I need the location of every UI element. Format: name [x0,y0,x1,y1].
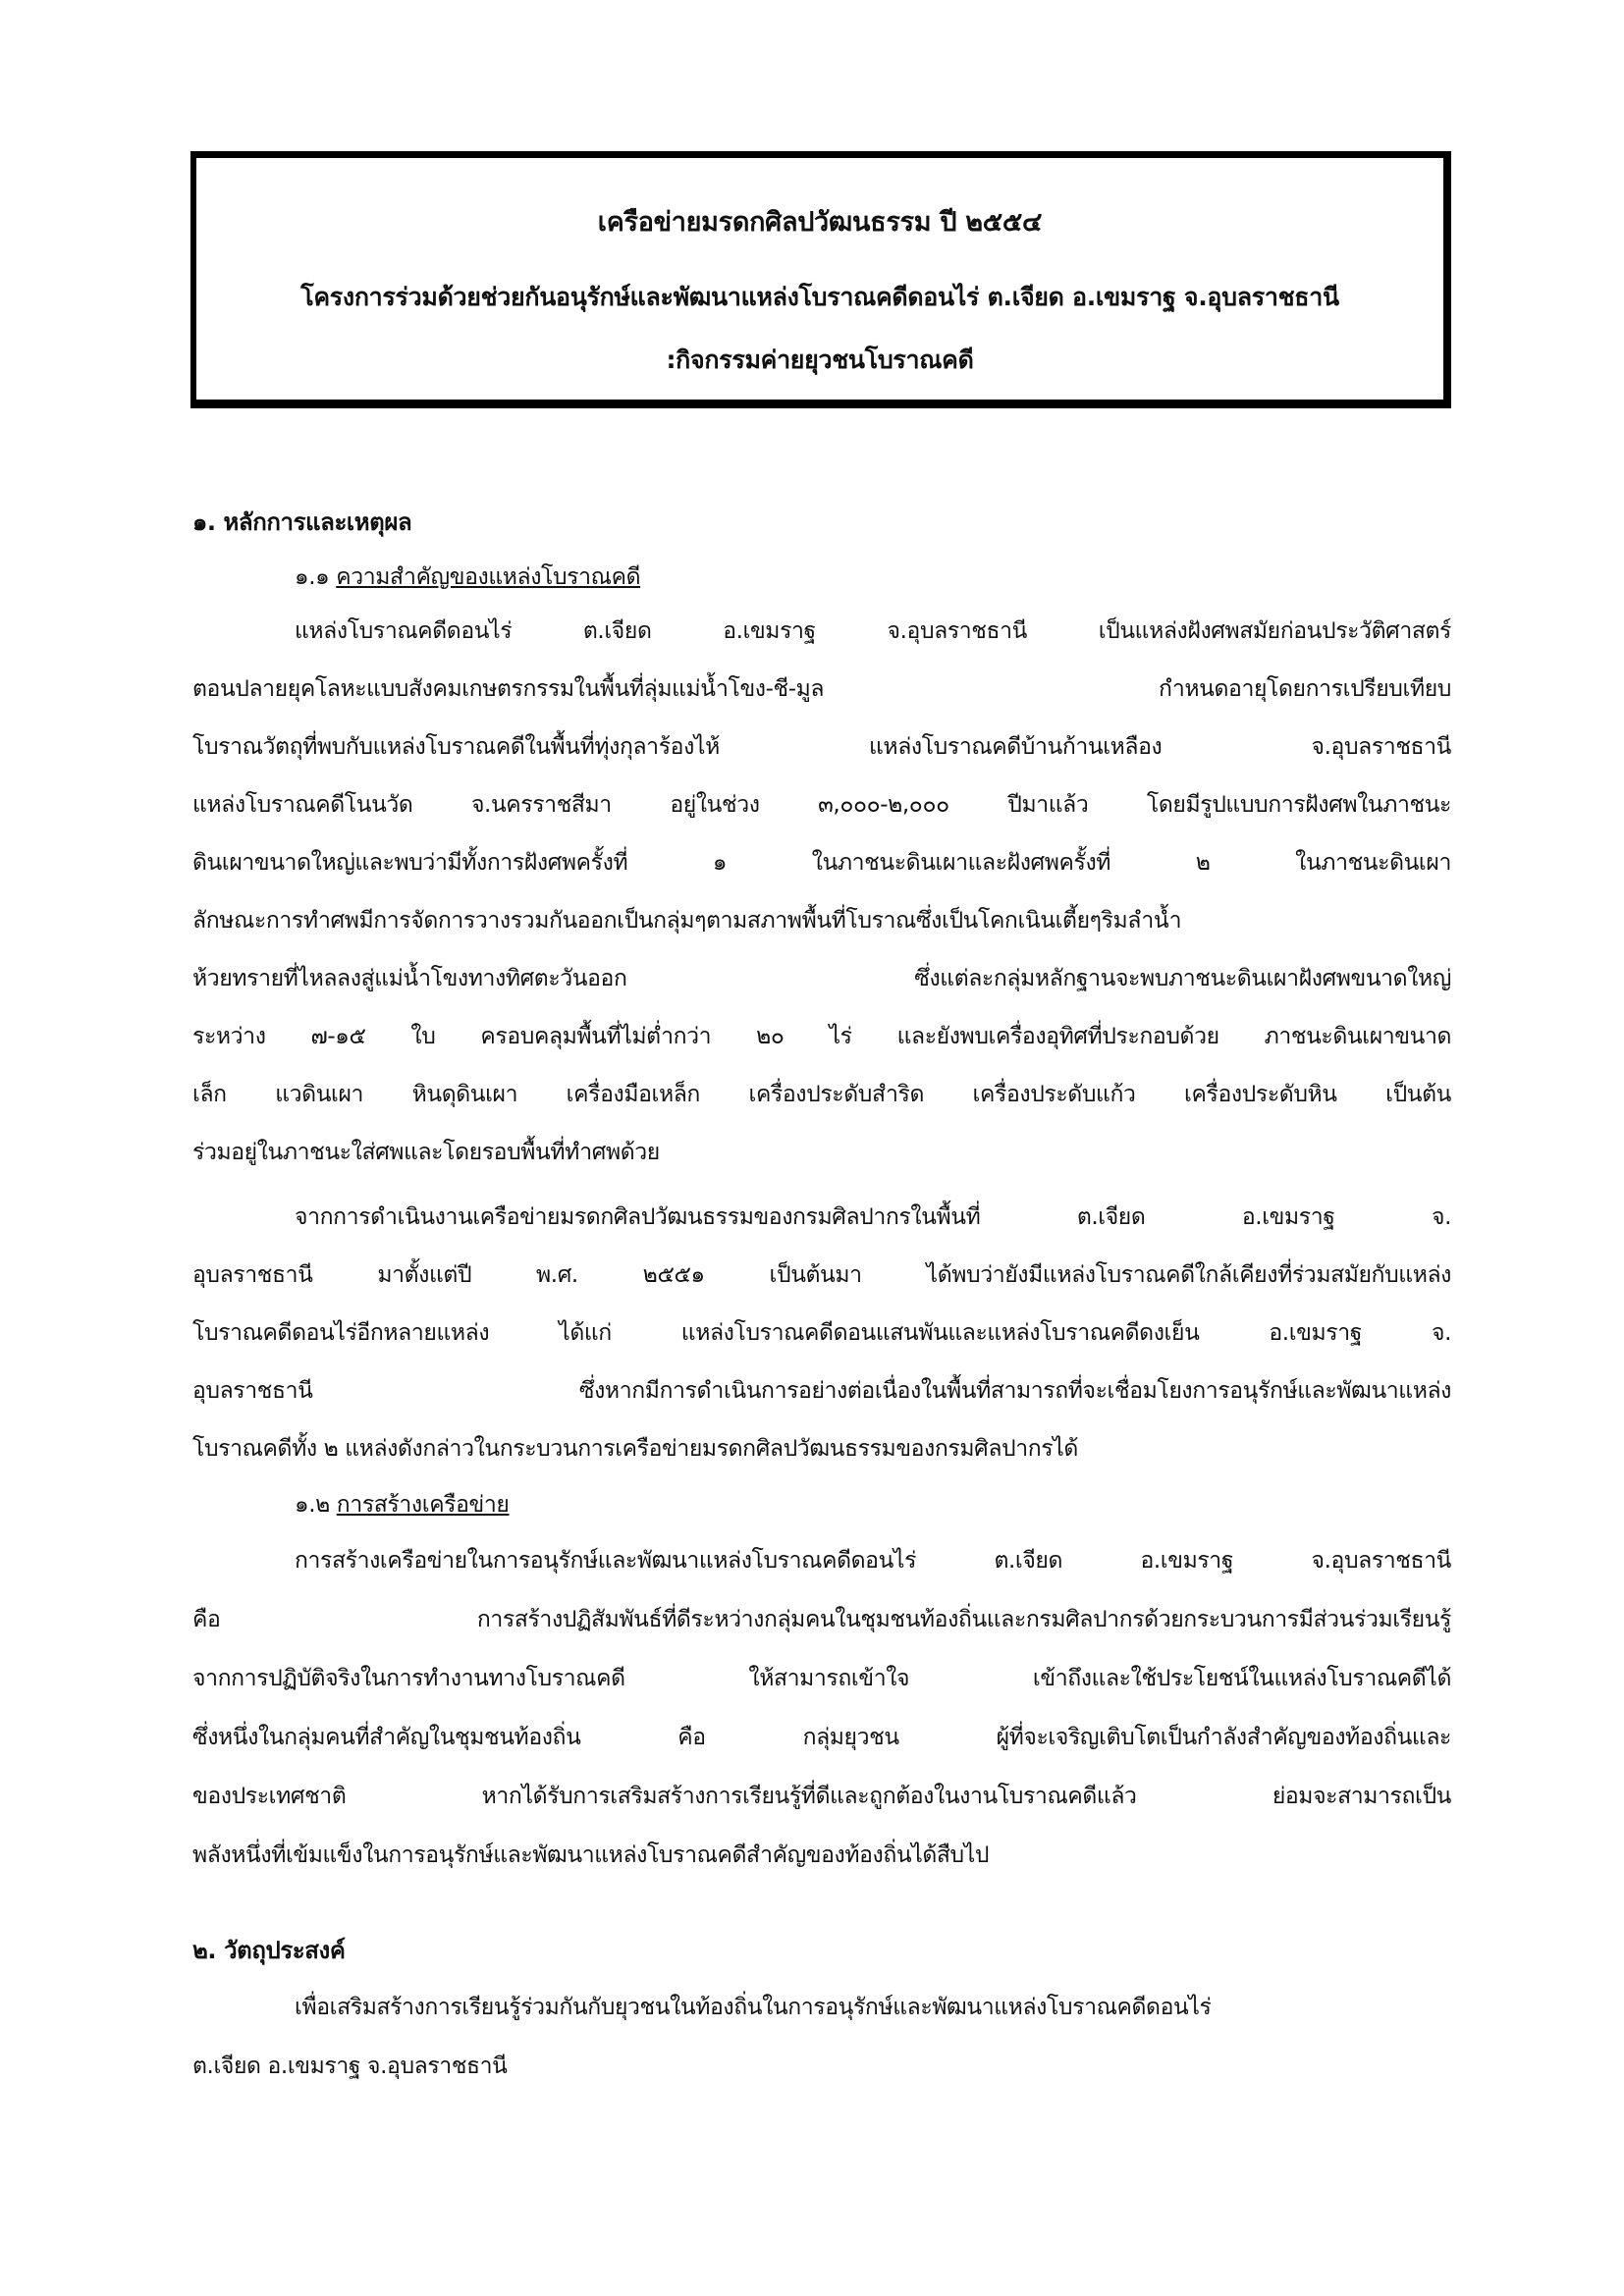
activity-name: :กิจกรรมค่ายยุวชนโบราณคดี [666,346,974,374]
paragraph-line: อุบลราชธานี ซึ่งหากมีการดำเนินการอย่างต่อเนื่องในพื้นที่สามารถที่จะเชื่อมโยงการอนุรักษ์และพัฒนาแหล่ง [192,1378,1451,1404]
paragraph-line: จากการดำเนินงานเครือข่ายมรดกศิลปวัฒนธรรมของกรมศิลปากรในพื้นที่ ต.เจียด อ.เขมราฐ จ. [295,1204,1451,1230]
paragraph-line: ลักษณะการทำศพมีการจัดการวางรวมกันออกเป็นกลุ่มๆตามสภาพพื้นที่โบราณซึ่งเป็นโคกเนินเตี้ยๆริมลำน้ำ [192,908,1182,934]
paragraph-line: ร่วมอยู่ในภาชนะใส่ศพและโดยรอบพื้นที่ทำศพด้วย [192,1140,660,1165]
paragraph-line: แหล่งโบราณคดีดอนไร่ ต.เจียด อ.เขมราฐ จ.อุบลราชธานี เป็นแหล่งฝังศพสมัยก่อนประวัติศาสตร์ [295,618,1451,644]
subsection-1-2-heading [295,1490,1553,1520]
project-name: โครงการร่วมด้วยช่วยกันอนุรักษ์และพัฒนาแหล่งโบราณคดีดอนไร่ ต.เจียด อ.เขมราฐ จ.อุบลราชธานี [300,283,1339,311]
paragraph-line: ของประเทศชาติ หากได้รับการเสริมสร้างการเรียนรู้ที่ดีและถูกต้องในงานโบราณคดีแล้ว ย่อมจะสามารถเป็น [192,1784,1451,1809]
paragraph-line: เพื่อเสริมสร้างการเรียนรู้ร่วมกันกับยุวชนในท้องถิ่นในการอนุรักษ์และพัฒนาแหล่งโบราณคดีดอนไร่ [295,1995,1212,2020]
paragraph-line: จากการปฏิบัติจริงในการทำงานทางโบราณคดี ให้สามารถเข้าใจ เข้าถึงและใช้ประโยชน์ในแหล่งโบราณคดีได้ [192,1666,1451,1691]
subsection-1-1-title: ความสำคัญของแหล่งโบราณคดี [336,564,641,590]
paragraph-line: โบราณวัตถุที่พบกับแหล่งโบราณคดีในพื้นที่ทุ่งกุลาร้องไห้ แหล่งโบราณคดีบ้านก้านเหลือง จ.อุบลราชธานี [192,734,1451,760]
paragraph-line: ต.เจียด อ.เขมราฐ จ.อุบลราชธานี [192,2054,508,2079]
title-box [190,151,1451,408]
paragraph-line: ตอนปลายยุคโลหะแบบสังคมเกษตรกรรมในพื้นที่ลุ่มแม่น้ำโขง-ชี-มูล กำหนดอายุโดยการเปรียบเทียบ [192,676,1451,702]
paragraph-line: แหล่งโบราณคดีโนนวัด จ.นครราชสีมา อยู่ในช่วง ๓,๐๐๐-๒,๐๐๐ ปีมาแล้ว โดยมีรูปแบบการฝังศพในภาชนะ [192,792,1451,818]
paragraph-line: พลังหนึ่งที่เข้มแข็งในการอนุรักษ์และพัฒนาแหล่งโบราณคดีสำคัญของท้องถิ่นได้สืบไป [192,1842,990,1868]
subsection-1-2-title: การสร้างเครือข่าย [336,1492,510,1518]
paragraph-line: โบราณคดีดอนไร่อีกหลายแหล่ง ได้แก่ แหล่งโบราณคดีดอนแสนพันและแหล่งโบราณคดีดงเย็น อ.เขมราฐ จ. [192,1320,1451,1346]
paragraph-line: การสร้างเครือข่ายในการอนุรักษ์และพัฒนาแหล่งโบราณคดีดอนไร่ ต.เจียด อ.เขมราฐ จ.อุบลราชธานี [295,1548,1451,1574]
subsection-1-1-number: ๑.๑ [295,564,330,590]
paragraph-line: อุบลราชธานี มาตั้งแต่ปี พ.ศ. ๒๕๕๑ เป็นต้นมา ได้พบว่ายังมีแหล่งโบราณคดีใกล้เคียงที่ร่วมสมัยกับแหล่ง [192,1262,1451,1288]
paragraph-line: โบราณคดีทั้ง ๒ แหล่งดังกล่าวในกระบวนการเครือข่ายมรดกศิลปวัฒนธรรมของกรมศิลปากรได้ [192,1436,1078,1462]
paragraph-line: ห้วยทรายที่ไหลลงสู่แม่น้ำโขงทางทิศตะวันออก ซึ่งแต่ละกลุ่มหลักฐานจะพบภาชนะดินเผาฝังศพขนาดใหญ่ [192,966,1451,991]
subsection-1-2-number: ๑.๒ [295,1492,330,1518]
paragraph-line: เล็ก แวดินเผา หินดุดินเผา เครื่องมือเหล็ก เครื่องประดับสำริด เครื่องประดับแก้ว เครื่องประดับหิน เป็นต้น [192,1082,1451,1107]
section-2-heading: ๒. วัตถุประสงค์ [192,1937,346,1964]
paragraph-line: ซึ่งหนึ่งในกลุ่มคนที่สำคัญในชุมชนท้องถิ่น คือ กลุ่มยุวชน ผู้ที่จะเจริญเติบโตเป็นกำลังสำคัญของท้องถิ่นและ [192,1725,1451,1750]
subsection-1-1-heading [295,562,1553,592]
section-1-heading: ๑. หลักการและเหตุผล [192,508,412,536]
paragraph-line: ดินเผาขนาดใหญ่และพบว่ามีทั้งการฝังศพครั้งที่ ๑ ในภาชนะดินเผาและฝังศพครั้งที่ ๒ ในภาชนะดินเผา [192,850,1451,876]
document-title: เครือข่ายมรดกศิลปวัฒนธรรม ปี ๒๕๕๔ [597,207,1043,238]
paragraph-line: คือ การสร้างปฏิสัมพันธ์ที่ดีระหว่างกลุ่มคนในชุมชนท้องถิ่นและกรมศิลปากรด้วยกระบวนการมีส่วนร่วมเรียนรู้ [192,1607,1451,1632]
paragraph-line: ระหว่าง ๗-๑๕ ใบ ครอบคลุมพื้นที่ไม่ต่ำกว่า ๒๐ ไร่ และยังพบเครื่องอุทิศที่ประกอบด้วย ภาชนะดินเผาขนาด [192,1024,1451,1049]
